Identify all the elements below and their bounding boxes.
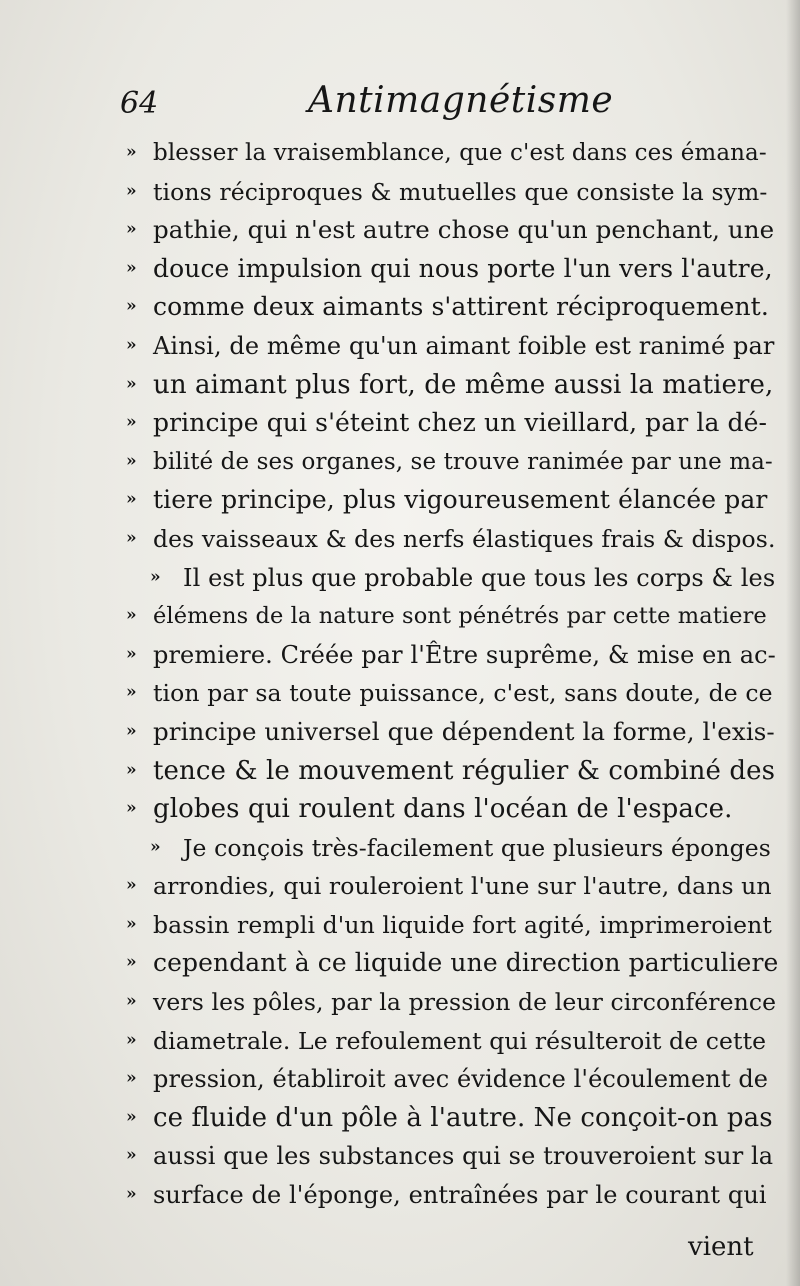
quotation-mark: » [126,489,137,510]
text-line [0,597,800,636]
quotation-mark: » [126,527,137,548]
line-text: un aimant plus fort, de même aussi la matiere, [153,369,774,400]
text-line [0,867,800,906]
text-line [0,674,800,713]
quotation-mark: » [150,836,161,857]
quotation-mark: » [126,991,137,1012]
quotation-mark: » [126,1184,137,1205]
text-line [0,134,800,173]
quotation-mark: » [126,1106,137,1127]
text-line [0,713,800,752]
text-line [0,250,800,289]
line-text: surface de l'éponge, entraînées par le courant qui [153,1181,767,1210]
text-line [0,288,800,327]
line-text: globes qui roulent dans l'océan de l'espace. [153,794,733,825]
page-header [118,80,758,124]
line-text: pathie, qui n'est autre chose qu'un penchant, une [153,215,775,245]
line-text: élémens de la nature sont pénétrés par cette matiere [153,603,767,630]
quotation-mark: » [126,605,137,626]
text-line [0,404,800,443]
quotation-mark: » [126,412,137,433]
line-text: bassin rempli d'un liquide fort agité, imprimeroient [153,910,772,939]
text-line [0,481,800,520]
line-text: cependant à ce liquide une direction particuliere [153,948,779,978]
line-text: vers les pôles, par la pression de leur circonférence [153,988,777,1017]
line-text: aussi que les substances qui se trouveroient sur la [153,1142,774,1171]
quotation-mark: » [126,759,137,780]
line-text: Il est plus que probable que tous les corps & les [183,563,776,592]
quotation-mark: » [126,720,137,741]
text-line [0,906,800,945]
quotation-mark: » [126,1068,137,1089]
line-text: douce impulsion qui nous porte l'un vers l'autre, [153,253,773,283]
quotation-mark: » [126,1145,137,1166]
line-text: tion par sa toute puissance, c'est, sans doute, de ce [153,679,773,708]
text-line [0,944,800,983]
quotation-mark: » [126,296,137,317]
quotation-mark: » [126,875,137,896]
line-text: bilité de ses organes, se trouve ranimée par une ma- [153,448,773,475]
text-line [0,1176,800,1215]
quotation-mark: » [126,257,137,278]
quotation-mark: » [126,913,137,934]
line-text: des vaisseaux & des nerfs élastiques frais & dispos. [153,524,776,553]
line-text: arrondies, qui rouleroient l'une sur l'autre, dans un [153,872,772,901]
quotation-mark: » [126,219,137,240]
line-text: principe universel que dépendent la forme, l'exis- [153,716,775,746]
text-line [0,366,800,405]
text-line [0,983,800,1022]
line-text: tence & le mouvement régulier & combiné des [153,755,776,786]
quotation-mark: » [126,142,137,162]
quotation-mark: » [126,450,137,471]
quotation-mark: » [126,952,137,973]
line-text: comme deux aimants s'attirent réciproquement. [153,292,769,322]
line-text: principe qui s'éteint chez un vieillard, par la dé- [153,408,768,438]
text-line [0,211,800,250]
quotation-mark: » [150,566,161,587]
quotation-mark: » [126,1029,137,1050]
quotation-mark: » [126,373,137,394]
text-line [0,327,800,366]
line-text: premiere. Créée par l'Être suprême, & mise en ac- [153,640,776,669]
text-line [0,829,800,868]
quotation-mark: » [126,643,137,664]
quotation-mark: » [126,334,137,355]
text-line [0,1060,800,1099]
text-line [0,520,800,559]
text-line [0,173,800,212]
line-text: pression, établiroit avec évidence l'écoulement de [153,1065,769,1094]
quotation-mark: » [126,798,137,819]
text-line [0,559,800,598]
body-text [0,134,800,1215]
line-text: Ainsi, de même qu'un aimant foible est ranimé par [153,331,775,360]
line-text: blesser la vraisemblance, que c'est dans ces émana- [153,140,767,166]
catchword: vient [688,1232,754,1262]
line-text: tions réciproques & mutuelles que consiste la sym- [153,177,768,206]
text-line [0,1137,800,1176]
quotation-mark: » [126,180,137,201]
text-line [0,1022,800,1061]
line-text: tiere principe, plus vigoureusement élancée par [153,485,768,515]
text-line [0,1099,800,1138]
text-line [0,636,800,675]
line-text: Je conçois très-facilement que plusieurs éponges [183,833,771,862]
line-text: diametrale. Le refoulement qui résulteroit de cette [153,1026,767,1055]
text-line [0,443,800,482]
quotation-mark: » [126,682,137,703]
text-line [0,790,800,829]
text-line [0,752,800,791]
page-number: 64 [120,86,159,121]
line-text: ce fluide d'un pôle à l'autre. Ne conçoit-on pas [153,1102,773,1133]
running-head: Antimagnétisme [308,80,614,121]
